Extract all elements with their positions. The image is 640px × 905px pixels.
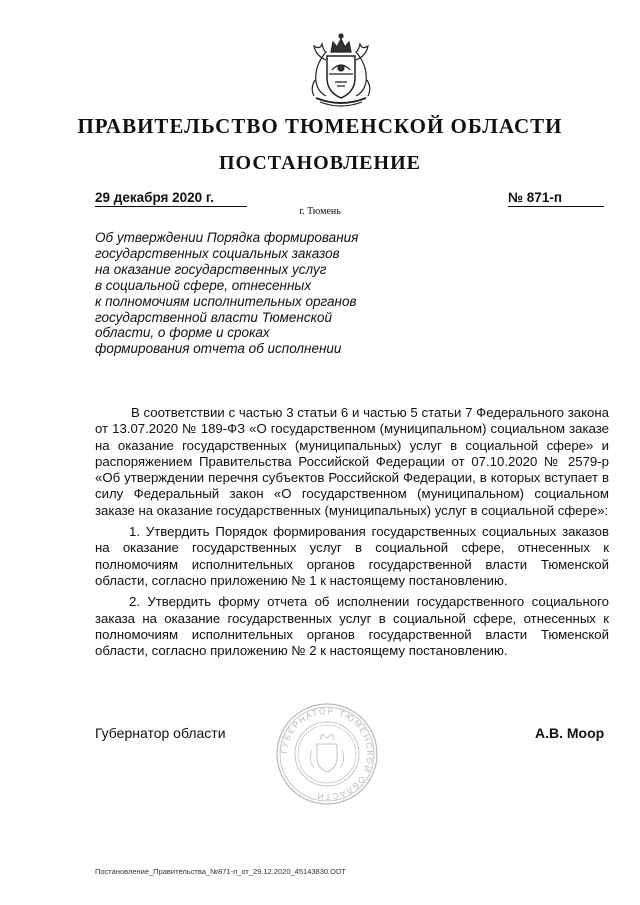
resolution-item: 1. Утвердить Порядок формирования государственных социальных заказов на оказание государственных услуг в социальной сфере, отнесенных к полномочиям исполнительных органов государственной власти Тюменской области, согласно приложению № 1 к настоящему постановлению. [95, 524, 609, 588]
signer-name: А.В. Моор [535, 725, 605, 741]
subject-line: государственной власти Тюменской [95, 309, 332, 325]
subject-line: государственных социальных заказов [95, 245, 340, 261]
subject-line: к полномочиям исполнительных органов [95, 293, 357, 309]
resolution-item: 2. Утвердить форму отчета об исполнении государственного социального заказа на оказание государственных услуг в социальной сфере, отнесенных к полномочиям исполнительных органов государственной власти Тюменской области, согласно приложению № 2 к настоящему постановлению. [95, 594, 609, 659]
seal-text: ГУБЕРНАТОР ТЮМЕНСКОЙ ОБЛАСТИ [278, 705, 376, 803]
coat-of-arms-icon [302, 30, 380, 110]
subject-line: на оказание государственных услуг [95, 261, 327, 277]
subject-line: в социальной сфере, отнесенных [95, 277, 312, 293]
document-subject [95, 230, 395, 357]
document-type: ПОСТАНОВЛЕНИЕ [219, 152, 421, 174]
official-seal-icon [274, 700, 380, 808]
subject-line: формирования отчета об исполнении [95, 341, 342, 357]
document-number: № 871-п [508, 190, 604, 207]
document-date: 29 декабря 2020 г. [95, 190, 247, 207]
signer-role: Губернатор области [95, 725, 226, 741]
subject-line: Об утверждении Порядка формирования [95, 230, 359, 245]
document-city: г. Тюмень [299, 206, 341, 217]
preamble-paragraph: В соответствии с частью 3 статьи 6 и частью 5 статьи 7 Федерального закона от 13.07.2020 № 189-ФЗ «О государственном (муниципальном) социальном заказе на оказание государственных (муниципальных) услуг в социальной сфере» и распоряжением Правительства Российской Федерации от 07.10.2020 № 2579-р «Об утверждении перечня субъектов Российской Федерации, в которых вступает в силу Федеральный закон «О государственном (муниципальном) социальном заказе на оказание государственных (муниципальных) услуг в социальной сфере»: [95, 405, 609, 518]
footer-filename: Постановление_Правительства_№871-п_от_29.12.2020_45143830.ODT [95, 867, 346, 876]
document-body [95, 405, 609, 664]
svg-text:ГУБЕРНАТОР ТЮМЕНСКОЙ ОБЛАСТИ [279, 706, 375, 802]
subject-line: области, о форме и сроках [95, 325, 270, 341]
government-title: ПРАВИТЕЛЬСТВО ТЮМЕНСКОЙ ОБЛАСТИ [77, 114, 563, 138]
